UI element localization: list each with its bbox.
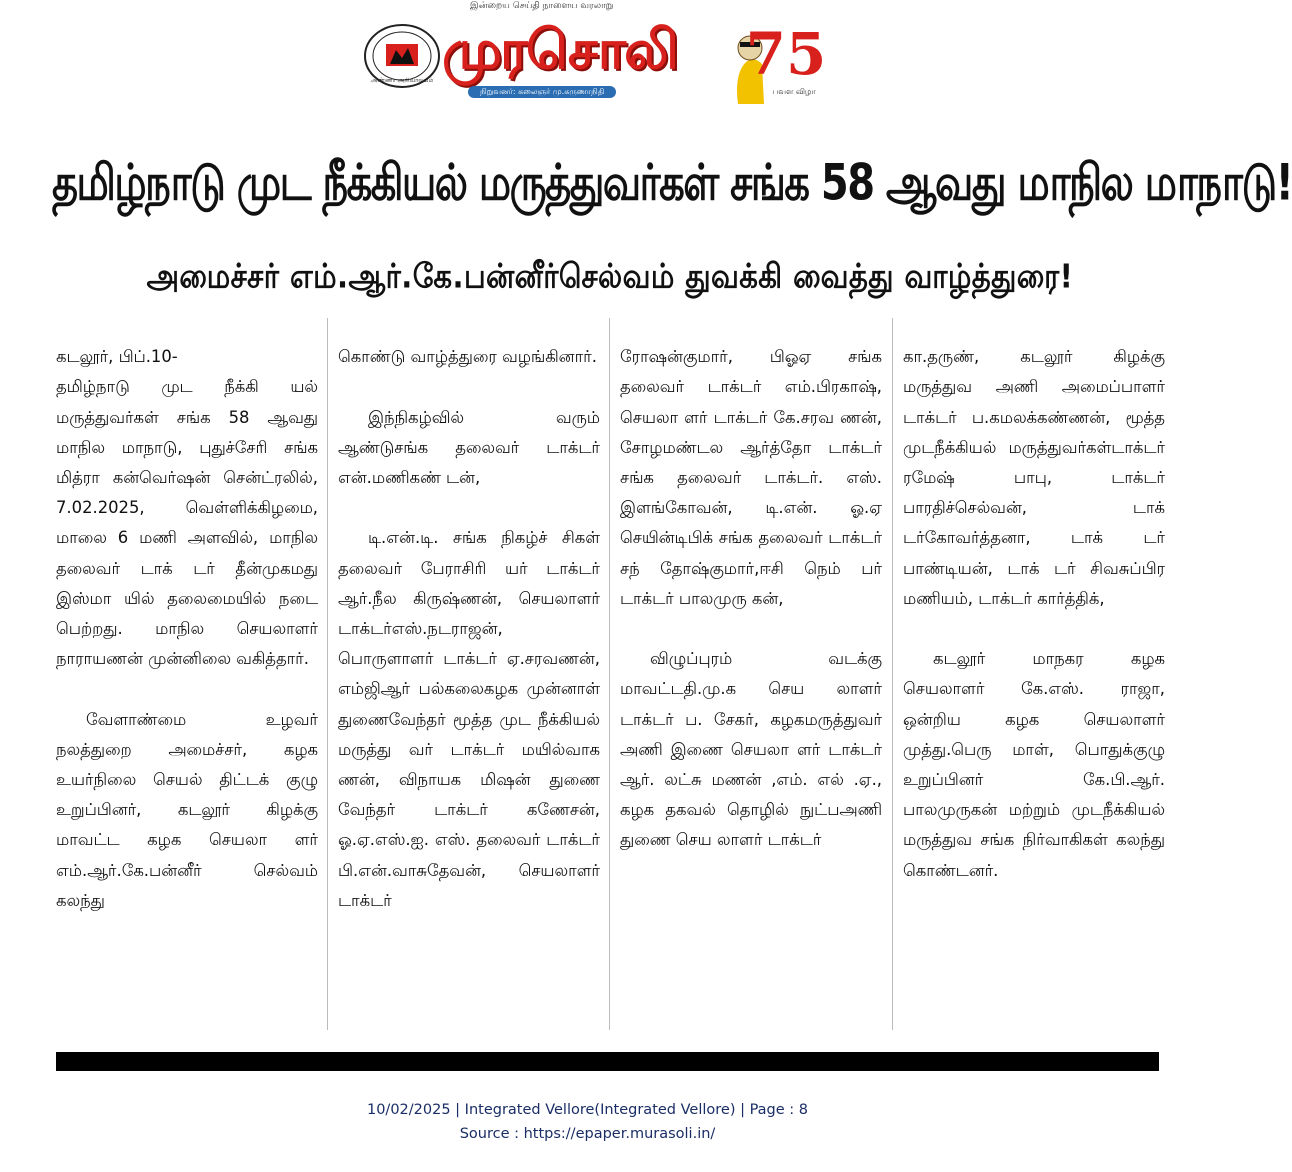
article-paragraph: விழுப்புரம் வடக்கு மாவட்டதி.மு.க செய லாளர் டாக்டர் ப. சேகர், கழகமருத்துவர் அணி இணை செயலா ளர் டாக்டர் ஆர். லட்சு மணன் ,எம். எல் .ஏ., கழக தகவல் தொழில் நுட்பஅணி துணை செய லாளர் டாக்டர் (620, 649, 882, 850)
article-headline: தமிழ்நாடு முட நீக்கியல் மருத்துவர்கள் சங்க 58 ஆவது மாநில மாநாடு! (52, 154, 1292, 212)
logo-founder-label: நிறுவனர்: கலைஞர் மு.கருணாநிதி (468, 86, 616, 98)
article-paragraph: ரோஷன்குமார், பிஓஏ சங்க தலைவர் டாக்டர் எம்.பிரகாஷ், செயலா ளர் டாக்டர் கே.சரவ ணன், சோழமண்டல ஆர்த்தோ டாக்டர் சங்க தலைவர் டாக்டர். எஸ். இளங்கோவன், டி.என். ஓ.ஏ செயின்டிபிக் சங்க தலைவர் டாக்டர் சந் தோஷ்குமார்,ஈசி நெம் பர் டாக்டர் பாலமுரு கன், (620, 347, 882, 608)
seal-logo-icon (362, 22, 442, 90)
article-column-2 (338, 312, 600, 1032)
article-paragraph: இந்நிகழ்வில் வரும் ஆண்டுசங்க தலைவர் டாக்டர் என்.மணிகண் டன், (338, 407, 600, 488)
page-footer (0, 1098, 1175, 1146)
column-divider (327, 318, 328, 1030)
newspaper-logo: முரசொலி (442, 18, 677, 81)
anniversary-number: 75 (745, 20, 827, 88)
article-column-1 (56, 312, 318, 1032)
column-divider (892, 318, 893, 1030)
masthead-tagline: இன்றைய செய்தி நாளைய வரலாறு (470, 1, 614, 11)
column-divider (609, 318, 610, 1030)
anniversary-75-icon (724, 4, 827, 108)
article-column-3 (620, 312, 882, 1032)
article-bottom-bar (56, 1052, 1159, 1071)
footer-source-link[interactable]: Source : https://epaper.murasoli.in/ (459, 1126, 716, 1142)
footer-edition-info: 10/02/2025 | Integrated Vellore(Integrated Vellore) | Page : 8 (366, 1102, 809, 1118)
seal-text: அண்ணா அறிவாலயம் (370, 77, 434, 84)
article-paragraph: வேளாண்மை உழவர் நலத்துறை அமைச்சர், கழக உயர்நிலை செயல் திட்டக் குழு உறுப்பினர், கடலூர் கிழக்கு மாவட்ட கழக செயலா ளர் எம்.ஆர்.கே.பன்னீர் செல்வம் கலந்து (56, 709, 318, 910)
article-paragraph: டி.என்.டி. சங்க நிகழ்ச் சிகள் தலைவர் பேராசிரி யர் டாக்டர் ஆர்.நீல கிருஷ்ணன், செயலாளர் டாக்டர்எஸ்.நடராஜன், பொருளாளர் டாக்டர் ஏ.சரவணன், எம்ஜிஆர் பல்கலைகழக முன்னாள் துணைவேந்தர் மூத்த முட நீக்கியல் மருத்து வர் டாக்டர் மயில்வாக ணன், விநாயக மிஷன் துணை வேந்தர் டாக்டர் கணேசன், ஓ.ஏ.எஸ்.ஐ. எஸ். தலைவர் டாக்டர் பி.என்.வாசுதேவன், செயலாளர் டாக்டர் (338, 528, 600, 910)
article-paragraph: கொண்டு வாழ்த்துரை வழங்கினார். (338, 347, 597, 367)
article-subheadline: அமைச்சர் எம்.ஆர்.கே.பன்னீர்செல்வம் துவக்கி வைத்து வாழ்த்துரை! (146, 256, 1074, 296)
article-paragraph: கடலூர் மாநகர கழக செயலாளர் கே.எஸ். ராஜா, ஒன்றிய கழக செயலாளர் முத்து.பெரு மாள், பொதுக்குழு உறுப்பினர் கே.பி.ஆர். பாலமுருகன் மற்றும் முடநீக்கியல் மருத்துவ சங்க நிர்வாகிகள் கலந்து கொண்டனர். (903, 649, 1165, 880)
masthead (340, 0, 827, 112)
article-column-4 (903, 312, 1165, 1032)
anniversary-text: பவள விழா (772, 87, 816, 96)
article-paragraph: கடலூர், பிப்.10- தமிழ்நாடு முட நீக்கி யல் மருத்துவர்கள் சங்க 58 ஆவது மாநில மாநாடு, புதுச்சேரி சங்க மித்ரா கன்வெர்ஷன் சென்ட்ரலில், 7.02.2025, வெள்ளிக்கிழமை, மாலை 6 மணி அளவில், மாநில தலைவர் டாக் டர் தீன்முகமது இஸ்மா யில் தலைமையில் நடை பெற்றது. மாநில செயலாளர் நாராயணன் முன்னிலை வகித்தார். (56, 347, 318, 669)
article-paragraph: கா.தருண், கடலூர் கிழக்கு மருத்துவ அணி அமைப்பாளர் டாக்டர் ப.கமலக்கண்ணன், மூத்த முடநீக்கியல் மருத்துவர்கள்டாக்டர் ரமேஷ் பாபு, டாக்டர் பாரதிச்செல்வன், டாக் டர்கோவர்த்தனா, டாக் டர் பாண்டியன், டாக் டர் சிவசுப்பிர மணியம், டாக்டர் கார்த்திக், (903, 347, 1165, 608)
